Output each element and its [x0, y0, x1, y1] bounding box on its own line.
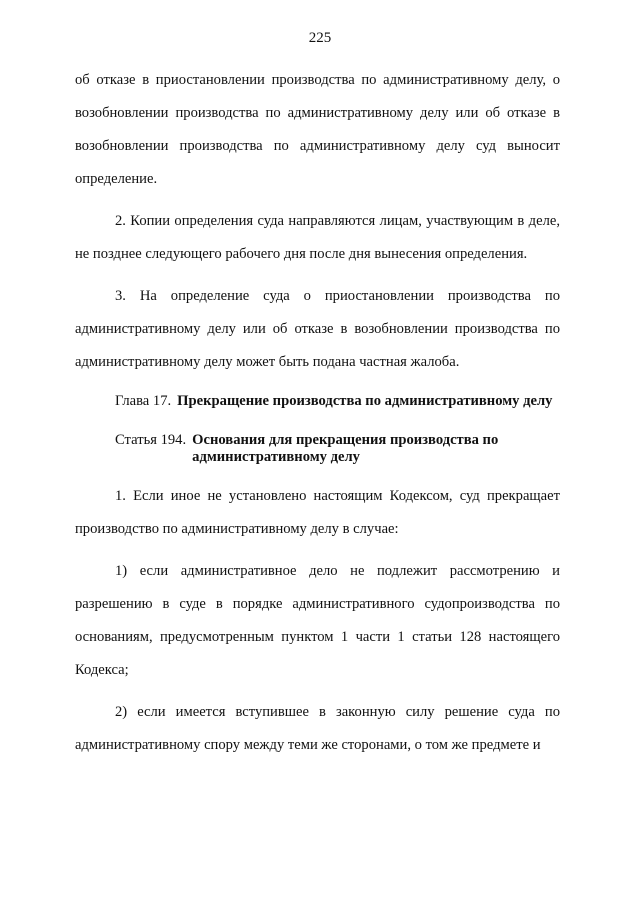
paragraph-item-3: 3. На определение суда о приостановлении производства по административному делу или об отказе в возобновлении производства по административному делу может быть подана частная жалоба. — [75, 288, 560, 370]
article-heading — [115, 432, 560, 466]
chapter-title: Прекращение производства по административному делу — [177, 393, 553, 409]
paragraph-item-2: 2. Копии определения суда направляются лицам, участвующим в деле, не позднее следующего рабочего дня после дня вынесения определения. — [75, 213, 560, 262]
document-body — [75, 64, 560, 762]
chapter-heading — [115, 393, 560, 410]
article-label: Статья 194. — [115, 432, 187, 448]
chapter-label: Глава 17. — [115, 393, 172, 409]
paragraph-continuation: об отказе в приостановлении производства по административному делу, о возобновлении производства по административному делу или об отказе в возобновлении производства по административному делу суд выносит определение. — [75, 72, 560, 187]
page-number: 225 — [308, 30, 332, 46]
article-title: Основания для прекращения производства по административному делу — [192, 432, 499, 465]
paragraph-subitem-1: 1) если административное дело не подлежит рассмотрению и разрешению в суде в порядке административного судопроизводства по основаниям, предусмотренным пунктом 1 части 1 статьи 128 настоящего Кодекса; — [75, 563, 560, 678]
paragraph-article-1: 1. Если иное не установлено настоящим Кодексом, суд прекращает производство по административному делу в случае: — [75, 488, 560, 537]
paragraph-subitem-2: 2) если имеется вступившее в законную силу решение суда по административному спору между теми же сторонами, о том же предмете и — [75, 704, 560, 753]
